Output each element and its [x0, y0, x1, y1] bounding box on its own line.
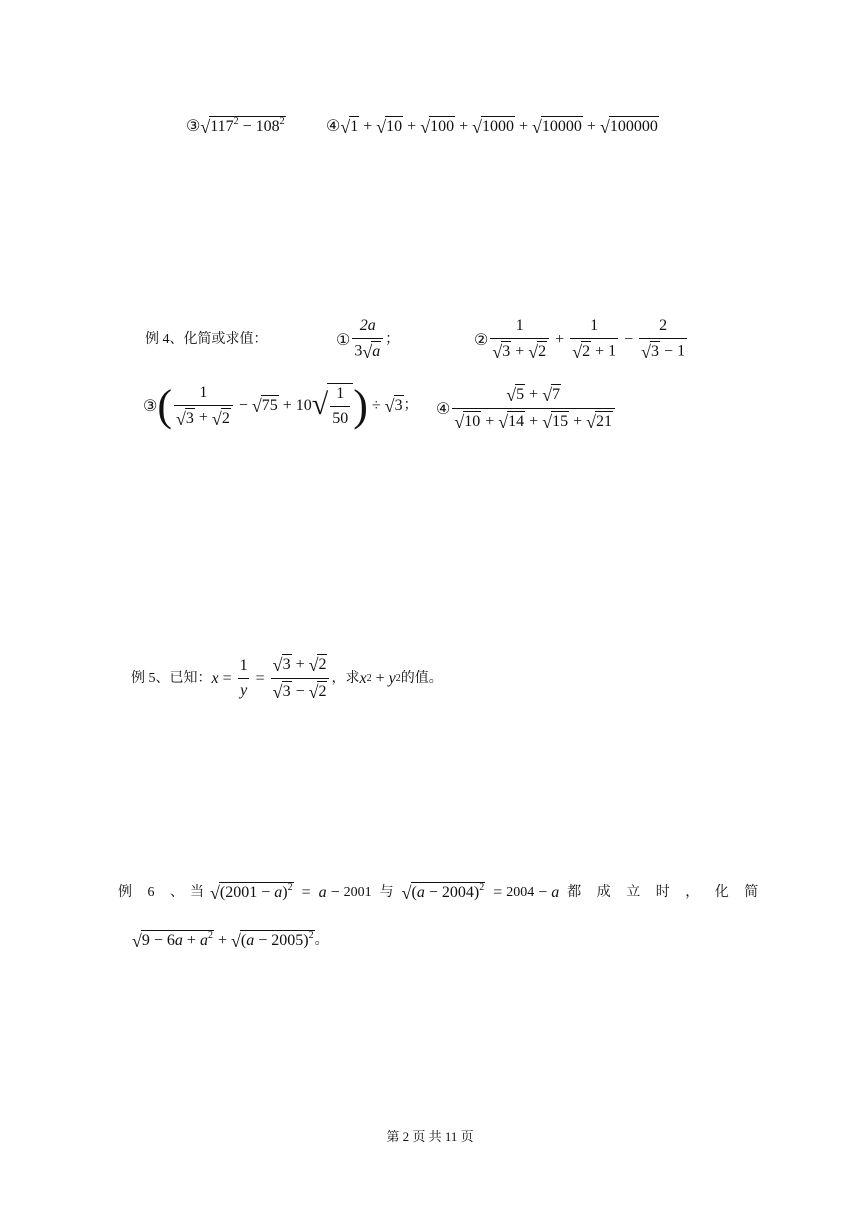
- ex5-line: 例 5、已知： x = $\frac{1}{y}$ = √ 3 + √ 2 √ 3 − √ 2 ，求 x 2 + y 2 的值。: [131, 655, 443, 702]
- ex6-line2: √ $9 - 6a + a^2$ + √ $(a - 2005)^2$ 。: [132, 930, 329, 951]
- ex4-item4: ④ √ 5 + √ 7 √ 10 + √ 14 + √ 15 + √ 21: [436, 384, 617, 433]
- right-paren: ): [353, 381, 368, 430]
- ex4-item3: ③ ( 1 √ 3 + √ 2 − √ 75 + 10 √ $\frac{1}{50}$ ) ÷ √ 3 ；: [143, 381, 418, 430]
- ex3-item3: [186, 116, 286, 138]
- ex4-item2: ② 1 √ 3 + √ 2 + 1 √ 2 + 1 − 2 √ 3 − 1: [474, 317, 686, 362]
- radical: √ $117^2 - 108^2$: [200, 116, 285, 138]
- ex4-label: 例 4、化简或求值：: [145, 332, 268, 347]
- ex3-item4: ④ √ 1 + √ 10 + √ 100 + √ 1000 + √ 10000 + √ 100000: [326, 117, 658, 138]
- ex6-line1: 例 6 、当 √ $(2001 - a)^2$ = a − 2001 与 √ $(a - 2004)^2$ = 2004 − a 都 成 立 时 ， 化 简: [118, 882, 765, 903]
- ex6-label: 例 6 、当: [118, 885, 210, 900]
- fraction: 2a 3 √ a: [352, 316, 383, 363]
- item-marker: ③: [186, 118, 201, 135]
- left-paren: (: [157, 381, 172, 430]
- page-footer: 第 2 页 共 11 页: [386, 1129, 474, 1144]
- ex5-label: 例 5、已知：: [131, 670, 212, 686]
- ex4-item1: ① 2a 3 √ a ；: [336, 317, 400, 362]
- item-marker: ④: [326, 118, 341, 135]
